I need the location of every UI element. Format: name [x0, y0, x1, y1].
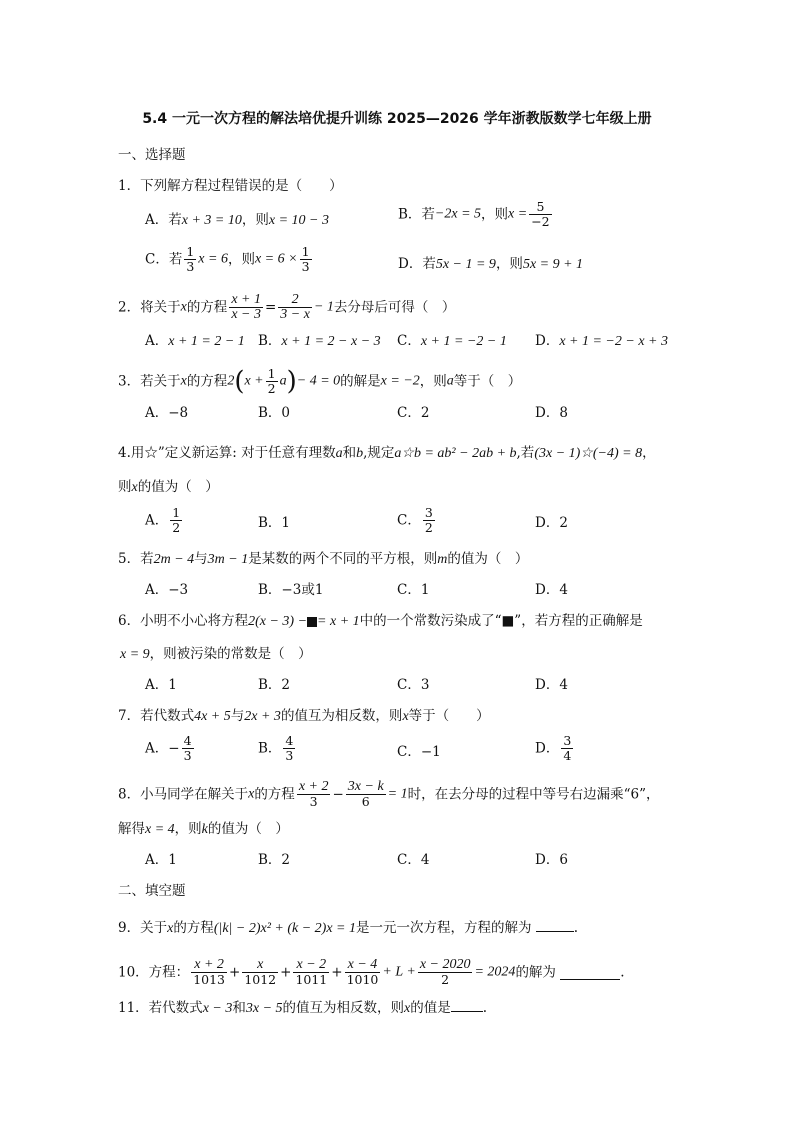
smudge-square-icon — [307, 617, 317, 627]
q10-stem: 10．方程： $\frac{x + 2}{1013}$ + $\frac{x}{1012}$ + $\frac{x - 2}{1011}$ + $\frac{x - 4}{1010}$ + L + $\frac{x - 2020}{2}$ = 2024的解为 . — [118, 957, 625, 987]
q11-answer-blank[interactable] — [451, 997, 483, 1012]
q8-option-d: D．6 — [535, 852, 568, 868]
q8-stem-line1: 8．小马同学在解关于x的方程 $\frac{x + 2}{3}$ − $\frac{3x - k}{6}$ = 1时，在去分母的过程中等号右边漏乘“6”， — [118, 779, 660, 809]
q3-option-b: B．0 — [258, 405, 291, 421]
q4-stem-line2: 则x的值为（ ） — [118, 479, 219, 495]
q4-option-a: A． $\frac{1}{2}$ — [145, 505, 181, 535]
q6-option-b: B．2 — [258, 677, 291, 693]
section-choice-heading: 一、选择题 — [118, 147, 186, 163]
q3-option-d: D．8 — [535, 405, 568, 421]
q4-stem-line1: 4.用☆”定义新运算: 对于任意有理数a和b,规定a☆b = ab² − 2ab + b,若(3x − 1)☆(−4) = 8， — [118, 445, 656, 461]
q5-option-b: B．−3或1 — [258, 582, 324, 598]
q5-option-c: C．1 — [397, 582, 430, 598]
q6-stem-line2: x = 9，则被污染的常数是（ ） — [120, 646, 312, 662]
q7-option-d: D． $\frac{3}{4}$ — [535, 733, 572, 763]
q6-option-d: D．4 — [535, 677, 568, 693]
q6-option-c: C．3 — [397, 677, 430, 693]
q8-option-b: B．2 — [258, 852, 291, 868]
q3-option-c: C．2 — [397, 405, 430, 421]
q2-option-d: D．x + 1 = −2 − x + 3 — [535, 333, 668, 349]
page-title: 5.4 一元一次方程的解法培优提升训练 2025—2026 学年浙教版数学七年级上册 — [142, 111, 652, 127]
q10-answer-blank[interactable] — [560, 965, 620, 980]
q8-stem-line2: 解得x = 4，则k的值为（ ） — [118, 821, 289, 837]
q1-option-d: D．若5x − 1 = 9，则5x = 9 + 1 — [398, 256, 584, 272]
q4-option-b: B．1 — [258, 515, 291, 531]
q7-stem: 7．若代数式4x + 5与2x + 3的值互为相反数，则x等于（ ） — [118, 708, 490, 724]
q11-stem: 11．若代数式x − 3和3x − 5的值互为相反数，则x的值是 . — [118, 997, 487, 1019]
q2-option-c: C．x + 1 = −2 − 1 — [397, 333, 507, 349]
q9-stem: 9．关于x的方程(|k| − 2)x² + (k − 2)x = 1是一元一次方程，方程的解为 . — [118, 917, 578, 939]
q1-stem: 1．下列解方程过程错误的是（ ） — [118, 178, 343, 194]
q5-option-d: D．4 — [535, 582, 568, 598]
q5-option-a: A．−3 — [145, 582, 189, 598]
q3-stem: 3．若关于x的方程2(x + $\frac{1}{2}$ a)− 4 = 0的解是x = −2，则a等于（ ） — [118, 366, 522, 397]
q2-option-a: A．x + 1 = 2 − 1 — [145, 333, 245, 349]
q6-option-a: A．1 — [145, 677, 177, 693]
q5-stem: 5．若2m − 4与3m − 1是某数的两个不同的平方根，则m的值为（ ） — [118, 551, 529, 567]
q9-answer-blank[interactable] — [536, 917, 574, 932]
section-fill-heading: 二、填空题 — [118, 883, 186, 899]
q1-option-b: B．若−2x = 5，则x = $\frac{5}{-2}$ — [398, 199, 550, 229]
q3-option-a: A．−8 — [145, 405, 189, 421]
q1-option-c: C．若 $\frac{1}{3}$ x = 6，则x = 6 × $\frac{1}{3}$ — [145, 244, 310, 274]
q7-option-c: C．−1 — [397, 744, 441, 760]
q8-option-a: A．1 — [145, 852, 177, 868]
q7-option-a: A．− $\frac{4}{3}$ — [145, 733, 192, 763]
q4-option-c: C． $\frac{3}{2}$ — [397, 505, 433, 535]
q2-option-b: B．x + 1 = 2 − x − 3 — [258, 333, 381, 349]
q7-option-b: B． $\frac{4}{3}$ — [258, 733, 294, 763]
q4-option-d: D．2 — [535, 515, 568, 531]
q1-option-a: A．若x + 3 = 10，则x = 10 − 3 — [145, 212, 329, 228]
q2-stem: 2．将关于x的方程 $\frac{x + 1}{x - 3}$ = $\frac{2}{3 - x}$ − 1去分母后可得（ ） — [118, 292, 456, 322]
q6-stem-line1: 6．小明不小心将方程2(x − 3) − = x + 1中的一个常数污染成了“■”，若方程的正确解是 — [118, 613, 643, 629]
q8-option-c: C．4 — [397, 852, 430, 868]
